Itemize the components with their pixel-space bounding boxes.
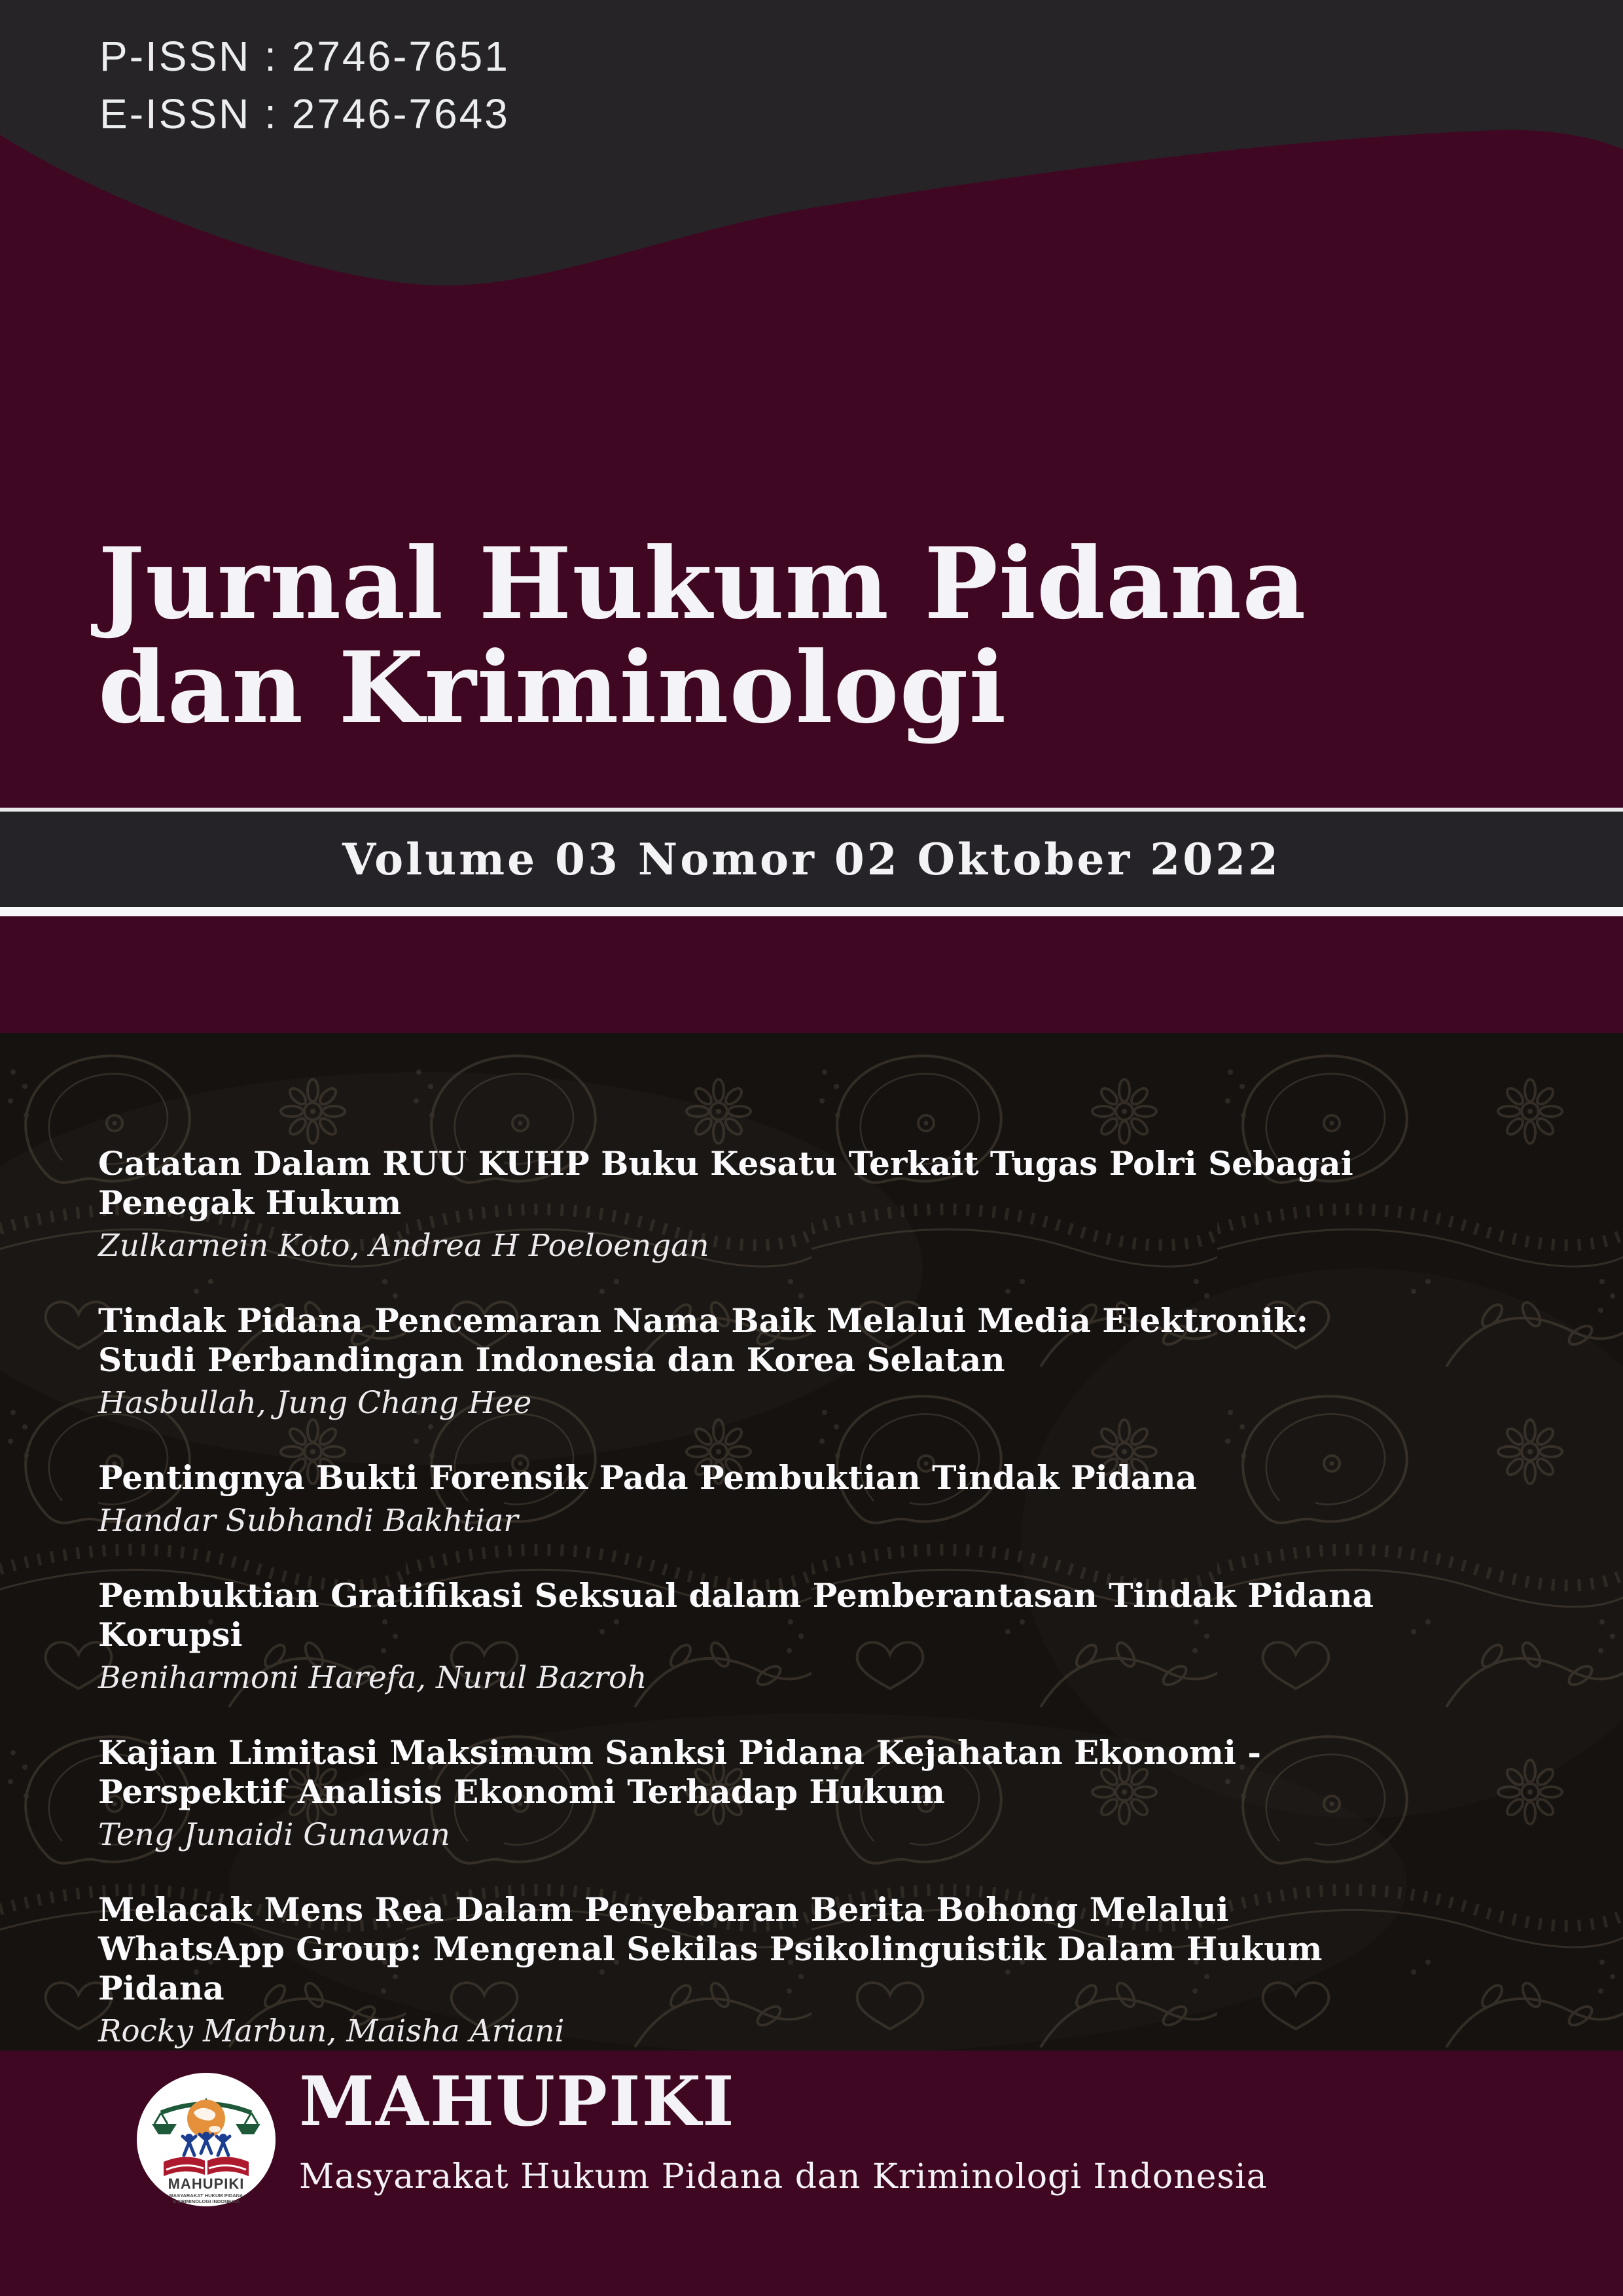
logo-caption-line1: MASYARAKAT HUKUM PIDANA	[169, 2193, 243, 2198]
article-title: Melacak Mens Rea Dalam Penyebaran Berita Bohong Melalui WhatsApp Group: Mengenal Sekilas Psikolinguistik Dalam Hukum Pidana	[98, 1890, 1323, 2007]
article-title: Kajian Limitasi Maksimum Sanksi Pidana Kejahatan Ekonomi - Perspektif Analisis Ekonomi Terhadap Hukum	[98, 1733, 1261, 1811]
article-item	[98, 1458, 1407, 1539]
volume-banner-text: Volume 03 Nomor 02 Oktober 2022	[342, 834, 1281, 885]
article-authors: Handar Subhandi Bakhtiar	[98, 1503, 518, 1539]
footer-text-block	[299, 2062, 1268, 2197]
footer	[0, 2051, 1623, 2296]
article-authors: Zulkarnein Koto, Andrea H Poeloengan	[98, 1228, 709, 1264]
article-title: Pembuktian Gratifikasi Seksual dalam Pemberantasan Tindak Pidana Korupsi	[98, 1576, 1374, 1654]
p-issn-label: P-ISSN : 2746-7651	[99, 33, 510, 80]
article-authors: Hasbullah, Jung Chang Hee	[98, 1385, 532, 1421]
article-title: Pentingnya Bukti Forensik Pada Pembuktian Tindak Pidana	[98, 1458, 1197, 1497]
article-item	[98, 1890, 1407, 2050]
article-title: Tindak Pidana Pencemaran Nama Baik Melalui Media Elektronik: Studi Perbandingan Indonesia dan Korea Selatan	[98, 1301, 1309, 1379]
logo-caption-line2: & KRIMINOLOGI INDONESIA	[172, 2198, 240, 2204]
article-authors: Teng Junaidi Gunawan	[98, 1817, 450, 1853]
article-item	[98, 1733, 1407, 1854]
contents-section	[0, 1033, 1623, 2051]
article-authors: Beniharmoni Harefa, Nurul Bazroh	[98, 1660, 647, 1696]
footer-acronym: MAHUPIKI	[299, 2061, 736, 2142]
article-item	[98, 1144, 1407, 1265]
logo-acronym: MAHUPIKI	[168, 2176, 245, 2192]
e-issn-label: E-ISSN : 2746-7643	[99, 90, 510, 137]
footer-organization: Masyarakat Hukum Pidana dan Kriminologi Indonesia	[299, 2157, 1268, 2197]
volume-banner	[0, 808, 1623, 916]
journal-title: Jurnal Hukum Pidana dan Kriminologi	[98, 526, 1307, 745]
article-title: Catatan Dalam RUU KUHP Buku Kesatu Terkait Tugas Polri Sebagai Penegak Hukum	[98, 1144, 1353, 1222]
article-list	[0, 1033, 1623, 2050]
mahupiki-logo-svg	[135, 2072, 277, 2208]
mahupiki-logo	[135, 2072, 277, 2206]
article-item	[98, 1301, 1407, 1422]
issn-block	[99, 27, 510, 143]
article-item	[98, 1576, 1407, 1696]
article-authors: Rocky Marbun, Maisha Ariani	[98, 2013, 565, 2049]
